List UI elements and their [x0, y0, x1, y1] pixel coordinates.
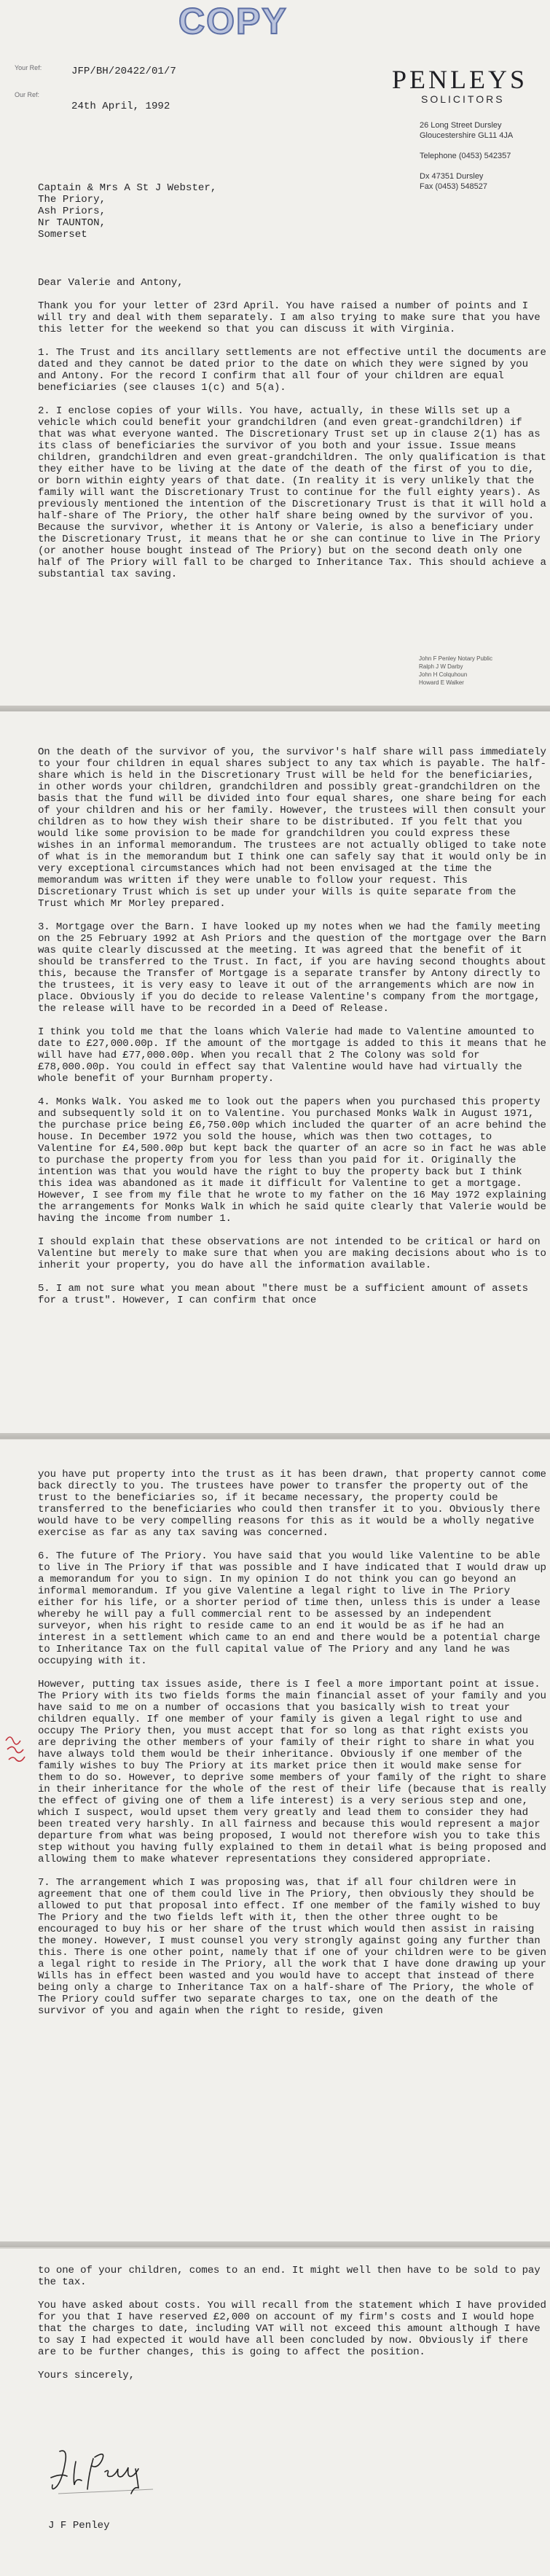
handwritten-signature [44, 2440, 168, 2505]
paragraph: 4. Monks Walk. You asked me to look out the papers when you purchased this property and subsequently sold it on to Valentine. You purchased Monks Walk in August 1971, the purchase price being £6,750.00p which included the quarter of an acre behind the house. In December 1972 you sold the house, which was then two cottages, to Valentine for £4,500.00p but kept back the quarter of an acre so in fact he was able to purchase the property from you for less than you paid for it. Originally the intention was that you would have the right to buy the property back but I think this idea was abandoned as it made it difficult for Valentine to get a mortgage. However, I see from my file that he wrote to my father on the 16 May 1972 explaining the arrangements for Monks Walk in which he said quite clearly that Valerie would be having the income from number 1. [38, 1096, 546, 1225]
paragraph: 2. I enclose copies of your Wills. You have, actually, in these Wills set up a vehicle which could benefit your grandchildren (and even great-grandchildren) if that was what everyone wanted. The Discretionary Trust set up in clause 2(1) has as its class of beneficiaries the survivor of you both and your issue. Issue means children, grandchildren and even great-grandchildren. The only qualification is that they either have to be living at the date of the death of the first of you to die, or born within eighty years of that date. (In reality it is very unlikely that the family will want the Discretionary Trust to continue for the full eighty years). As previously mentioned the intention of the Discretionary Trust is that it will hold a half-share of The Priory, the other half share being owned by the survivor of you. Because the survivor, whether it is Antony or Valerie, is also a beneficiary under the Discretionary Trust, it means that he or she can continue to live in The Priory (or another house bought instead of The Priory) but on the second death only one half of The Priory will fall to be charged to Inheritance Tax. This should achieve a substantial tax saving. [38, 405, 546, 580]
paragraph: you have put property into the trust as it has been drawn, that property cannot come back directly to you. The trustees have power to transfer the property out of the trust to the beneficiaries so, if it became necessary, the property could be transferred to the beneficiaries who could then transfer it to you. Obviously there would have to be very compelling reasons for this as it would be a wholly negative exercise as far as any tax saving was concerned. [38, 1469, 546, 1539]
recipient-line: Captain & Mrs A St J Webster, [38, 182, 217, 194]
partner: John F Penley Notary Public [419, 655, 492, 662]
our-ref-label: Our Ref: [15, 91, 40, 98]
firm-subtitle: SOLICITORS [421, 93, 505, 105]
letter-page-4 [0, 2249, 550, 2576]
your-ref-label: Your Ref: [15, 64, 42, 71]
page-divider [0, 2241, 550, 2247]
telephone: Telephone (0453) 542357 [420, 152, 511, 160]
address-line: Gloucestershire GL11 4JA [420, 131, 514, 140]
paragraph: 1. The Trust and its ancillary settlements are not effective until the documents are dated and they cannot be dated prior to the date on which they were signed by you and Antony. For the record I confirm that all four of your children are equal beneficiaries (see clauses 1(c) and 5(a). [38, 347, 546, 394]
paragraph: 5. I am not sure what you mean about "there must be a sufficient amount of assets for a trust". However, I can confirm that once [38, 1283, 528, 1306]
firm-address [420, 120, 513, 192]
address-line: 26 Long Street Dursley [420, 121, 502, 130]
paragraph: 7. The arrangement which I was proposing was, that if all four children were in agreement that one of them could live in The Priory, then obviously they should be allowed to put that proposal into effect. If one member of the family wished to buy The Priory and the two fields left with it, then the other three ought to be encouraged to buy his or her share of the trust which would then assist in raising the money. However, I must counsel you very strongly against going any further than this. There is one other point, namely that if one of your children were to be given a legal right to reside in The Priory, all the work that I have done drawing up your Wills has in effect been wasted and you would have to accept that instead of there being only a charge to Inheritance Tax on a half-share of The Priory, the whole of The Priory could suffer two separate charges to tax, one on the death of the survivor of you and again when the right to reside, given [38, 1877, 546, 2017]
paragraph: Thank you for your letter of 23rd April. You have raised a number of points and I will try and deal with them separately. I am also trying to make sure that you have this letter for the weekend so that you can discuss it with Virginia. [38, 300, 541, 335]
firm-name: PENLEYS [392, 65, 528, 94]
partner: Ralph J W Darby [419, 663, 463, 670]
closing: Yours sincerely, [38, 2370, 135, 2381]
recipient-address [38, 182, 216, 241]
letter-body-page-2 [38, 746, 548, 1318]
copy-stamp: COPY [178, 1, 288, 42]
paragraph: I should explain that these observations are not intended to be critical or hard on Valentine but merely to make sure that when you are making decisions about who is to inherit your property, you do have all the information available. [38, 1236, 546, 1271]
recipient-line: Somerset [38, 229, 87, 241]
letter-body-page-4 [38, 2265, 548, 2393]
paragraph: On the death of the survivor of you, the survivor's half share will pass immediately to your four children in equal shares subject to any tax which is payable. The half-share which is held in the Discretionary Trust will be held for the beneficiaries, in other words your children, grandchildren and possibly great-grandchildren on the basis that the fund will be divided into four equal shares, one share being for each of your children and his or her family. However, the trustees will then consult your children as to how they wish their share to be distributed. If you felt that you would like some provision to be made for grandchildren you could express these wishes in an informal memorandum. The trustees are not actually obliged to take note of what is in the memorandum but I think one can safely say that it would only be in very exceptional circumstances which had not been envisaged at the time the memorandum was written if they were unable to follow your request. This Discretionary Trust which is set up under your Wills is quite separate from the Trust which Mr Morley prepared. [38, 746, 546, 910]
page-divider [0, 1433, 550, 1439]
dx-number: Dx 47351 Dursley [420, 172, 484, 181]
paragraph: However, putting tax issues aside, there is I feel a more important point at issue. The Priory with its two fields forms the main financial asset of your family and you have said to me on a number of occasions that you basically wish to treat your children equally. If one member of your family is given a legal right to use and occupy The Priory then, you must accept that for so long as that right exists you are depriving the other members of your family of their right to share in what you have always told them would be their inheritance. Obviously if one member of the family wishes to buy The Priory at its market price then it would make sense for them to do so. However, to deprive some members of your family of the right to share in their inheritance for the whole of the rest of their life (because that is really the effect of giving one of them a life interest) is a very serious step and one, which I suspect, would upset them very greatly and lead them to consider they had been treated very harshly. In all fairness and because this would represent a major departure from what was being proposed, I would not therefore wish you to take this step without you having fully explained to them in detail what is being proposed and allowing them to make whatever representations they considered appropriate. [38, 1679, 546, 1865]
paragraph: to one of your children, comes to an end. It might well then have to be sold to pay the tax. [38, 2265, 541, 2288]
letter-page-1 [0, 0, 550, 706]
salutation: Dear Valerie and Antony, [38, 277, 184, 289]
fax: Fax (0453) 548527 [420, 182, 487, 191]
letter-body-page-3 [38, 1469, 548, 2029]
partner: Howard E Walker [419, 679, 464, 686]
letter-date: 24th April, 1992 [71, 101, 170, 112]
recipient-line: The Priory, [38, 194, 106, 206]
recipient-line: Nr TAUNTON, [38, 217, 106, 229]
partner: John H Colquhoun [419, 671, 468, 678]
reference-block [71, 66, 176, 112]
signatory-name: J F Penley [48, 2520, 110, 2532]
handwritten-margin-note [3, 1728, 35, 1771]
paragraph: 3. Mortgage over the Barn. I have looked up my notes when we had the family meeting on the 25 February 1992 at Ash Priors and the question of the mortgage over the Barn was quite clearly discussed at the meeting. It was agreed that the benefit of it should be transferred to the Trust. In fact, if you are having second thoughts about this, because the Transfer of Mortgage is a separate transfer by Antony directly to the trustees, it is very easy to leave it out of the arrangements which are now in place. Obviously if you do decide to release Valentine's company from the mortgage, the release will have to be recorded in a Deed of Release. [38, 921, 546, 1015]
recipient-line: Ash Priors, [38, 206, 106, 217]
page-divider [0, 706, 550, 711]
paragraph: I think you told me that the loans which Valerie had made to Valentine amounted to date to £27,000.00p. If the amount of the mortgage is added to this it means that he will have had £77,000.00p. When you recall that 2 The Colony was sold for £78,000.00p. You could in effect say that Valentine would have had virtually the whole benefit of your Burnham property. [38, 1026, 546, 1085]
paragraph: 6. The future of The Priory. You have said that you would like Valentine to be able to live in The Priory if that was possible and I have indicated that I would draw up a memorandum for you to sign. In my opinion I do not think you can go beyond an informal memorandum. If you give Valentine a legal right to live in The Priory either for his life, or a shorter period of time then, unless this is under a lease whereby he will pay a full commercial rent to be assessed by an independent surveyor, when his right to reside came to an end it would be as if he had an interest in a settlement which came to an end and there would be a potential charge to Inheritance Tax on the full capital value of The Priory and any land he was occupying with it. [38, 1550, 546, 1667]
partners-list [419, 655, 492, 687]
letter-page-3 [0, 1440, 550, 2241]
letter-page-2 [0, 711, 550, 1433]
paragraph: You have asked about costs. You will recall from the statement which I have provided for you that I have reserved £2,000 on account of my firm's costs and I would hope that the charges to date, including VAT will not exceed this amount although I have to say I had expected it would have all been concluded by now. Obviously if there are to be further changes, this is going to affect the position. [38, 2300, 546, 2358]
reference: JFP/BH/20422/01/7 [71, 66, 176, 77]
letter-body-page-1 [38, 277, 548, 592]
